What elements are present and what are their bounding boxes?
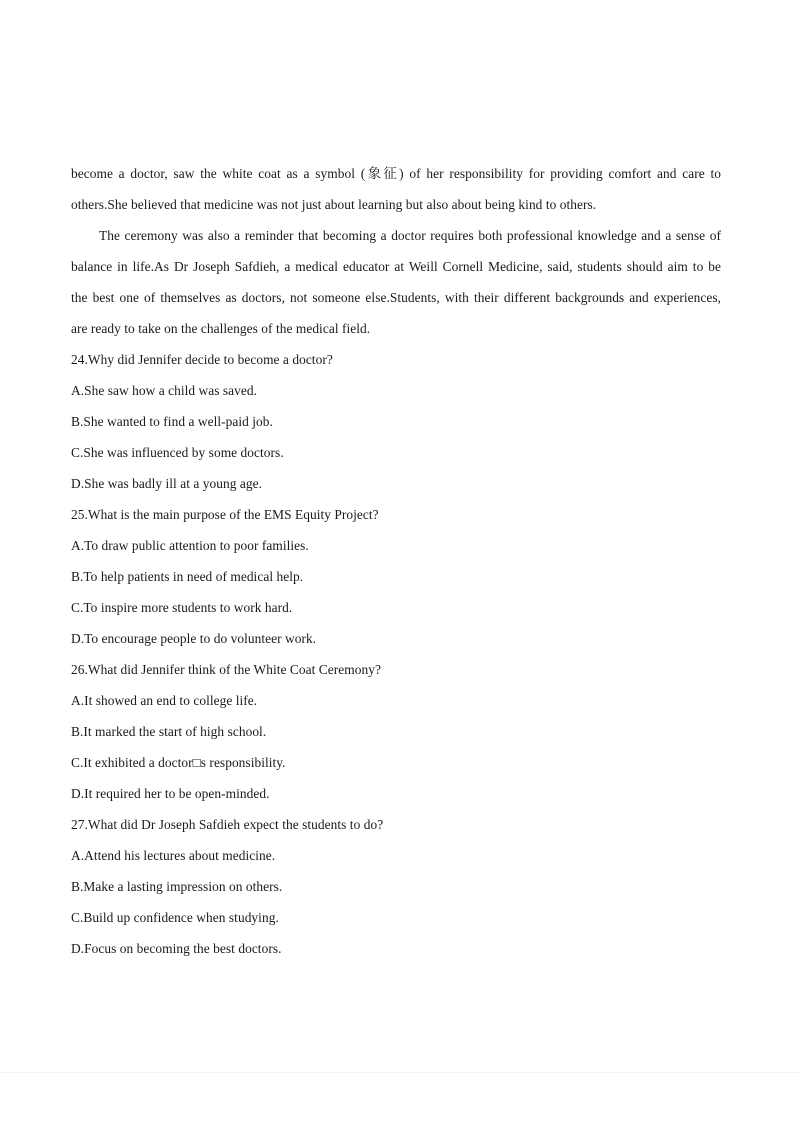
question-stem: 27.What did Dr Joseph Safdieh expect the students to do? — [71, 817, 384, 832]
page-bottom-divider — [0, 1072, 800, 1073]
answer-option: C.She was influenced by some doctors. — [71, 445, 284, 460]
answer-option: B.Make a lasting impression on others. — [71, 879, 283, 894]
passage-line: are ready to take on the challenges of the medical field. — [71, 321, 371, 336]
passage-line: balance in life.As Dr Joseph Safdieh, a medical educator at Weill Cornell Medicine, said, students should aim to be — [71, 259, 721, 274]
answer-option: B.To help patients in need of medical help. — [71, 569, 304, 584]
answer-option: C.It exhibited a doctor□s responsibility. — [71, 755, 286, 770]
answer-option: D.She was badly ill at a young age. — [71, 476, 263, 491]
answer-option: C.Build up confidence when studying. — [71, 910, 279, 925]
passage-line: become a doctor, saw the white coat as a symbol (象征) of her responsibility for providing comfort and care to — [71, 166, 721, 181]
passage-line: The ceremony was also a reminder that becoming a doctor requires both professional knowledge and a sense of — [99, 228, 721, 243]
question-stem: 26.What did Jennifer think of the White Coat Ceremony? — [71, 662, 381, 677]
answer-option: A.It showed an end to college life. — [71, 693, 258, 708]
answer-option: A.To draw public attention to poor families. — [71, 538, 309, 553]
answer-option: D.Focus on becoming the best doctors. — [71, 941, 282, 956]
answer-option: C.To inspire more students to work hard. — [71, 600, 293, 615]
passage-line: the best one of themselves as doctors, not someone else.Students, with their different backgrounds and experiences, — [71, 290, 721, 305]
answer-option: A.Attend his lectures about medicine. — [71, 848, 276, 863]
answer-option: B.It marked the start of high school. — [71, 724, 267, 739]
question-stem: 24.Why did Jennifer decide to become a doctor? — [71, 352, 333, 367]
answer-option: D.It required her to be open-minded. — [71, 786, 270, 801]
answer-option: B.She wanted to find a well-paid job. — [71, 414, 273, 429]
answer-option: A.She saw how a child was saved. — [71, 383, 258, 398]
passage-line: others.She believed that medicine was not just about learning but also about being kind to others. — [71, 197, 597, 212]
question-stem: 25.What is the main purpose of the EMS Equity Project? — [71, 507, 379, 522]
answer-option: D.To encourage people to do volunteer work. — [71, 631, 317, 646]
